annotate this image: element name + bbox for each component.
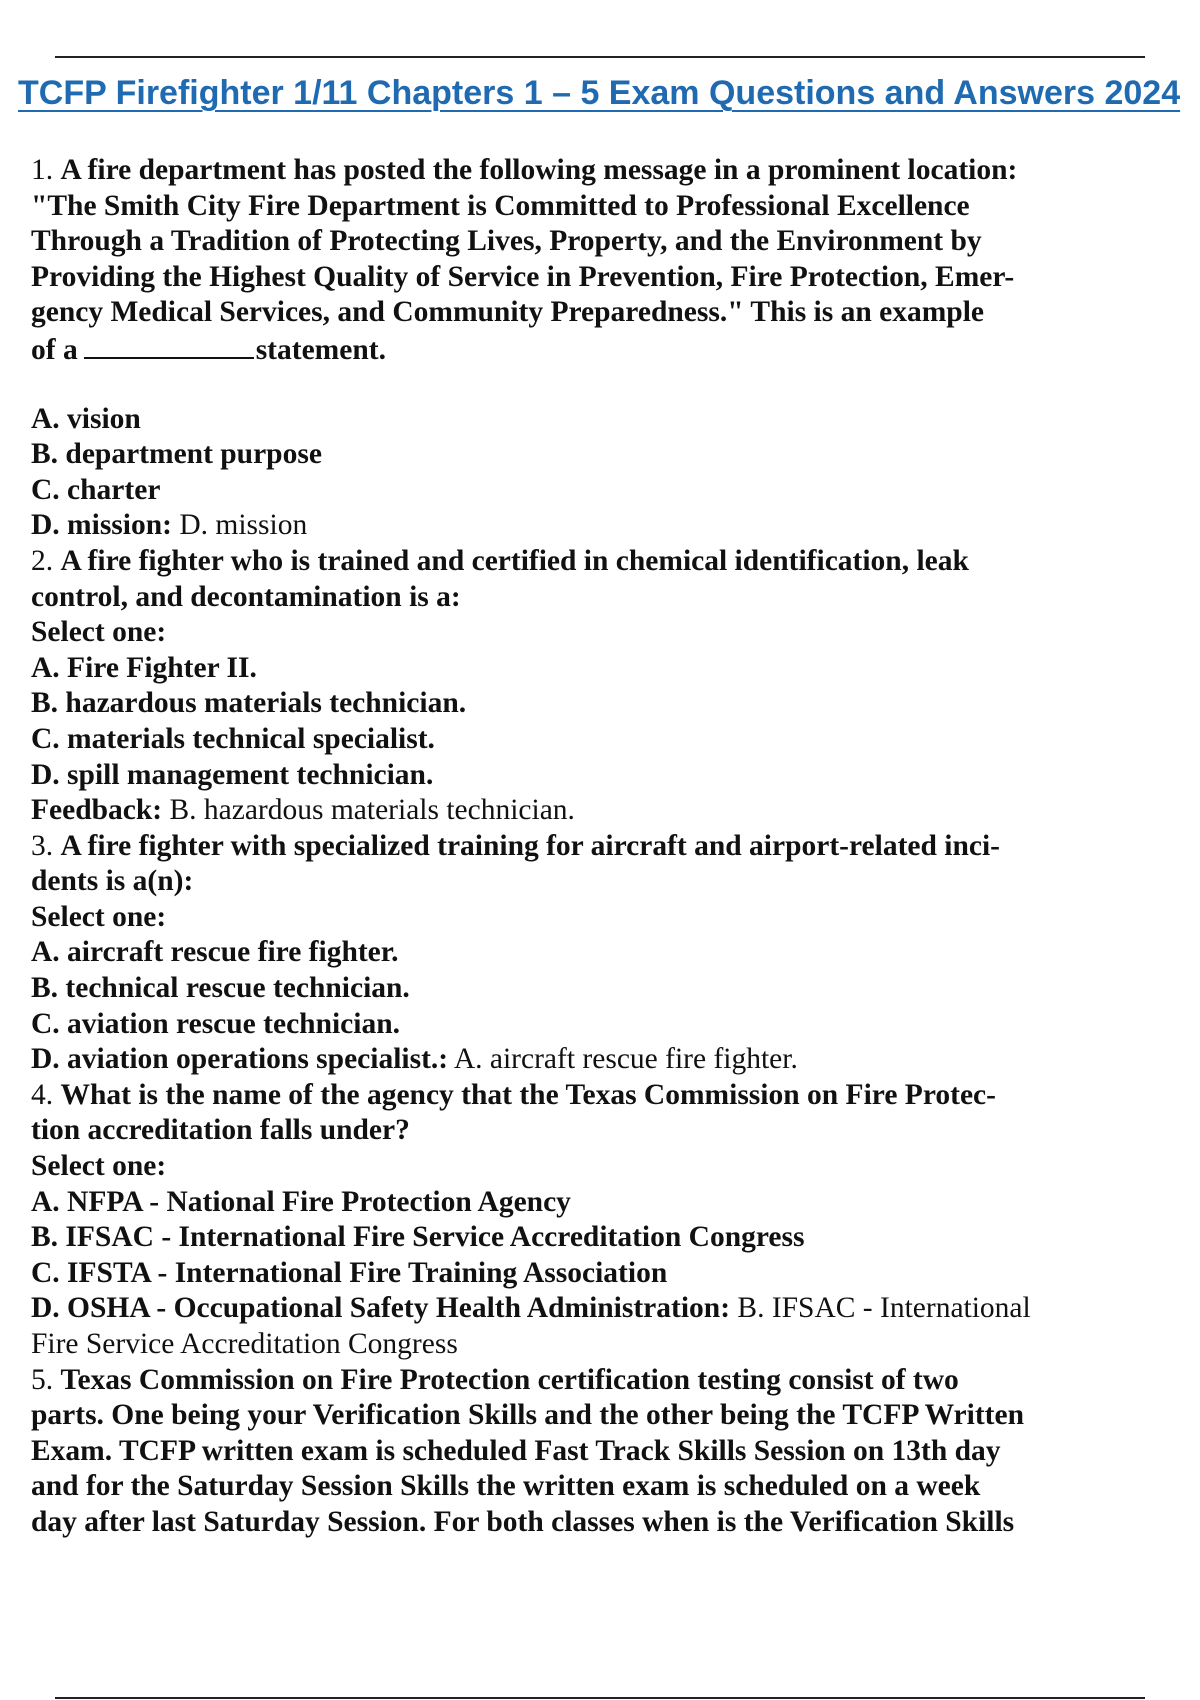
option-c: C. charter [31, 473, 161, 506]
question-4-line-1: 4. What is the name of the agency that the Texas Commission on Fire Protec- [31, 1078, 996, 1111]
answer: A. aircraft rescue fire fighter. [453, 1043, 798, 1076]
question-2-line-2: control, and decontamination is a: [31, 580, 461, 613]
select-one-label: Select one: [31, 616, 167, 649]
question-1-line-2: "The Smith City Fire Department is Committed to Professional Excellence [31, 189, 970, 222]
option-c: C. IFSTA - International Fire Training Association [31, 1256, 668, 1289]
question-5-line-3: Exam. TCFP written exam is scheduled Fast Track Skills Session on 13th day [31, 1434, 1001, 1467]
option-d-answer: D. mission: D. mission [31, 509, 308, 542]
option-b: B. IFSAC - International Fire Service Accreditation Congress [31, 1221, 805, 1254]
answer: B. hazardous materials technician. [169, 794, 575, 827]
option-a: A. Fire Fighter II. [31, 651, 257, 684]
option-b: B. department purpose [31, 438, 322, 471]
question-1-line-5: gency Medical Services, and Community Preparedness." This is an example [31, 296, 985, 329]
option-d-answer: D. OSHA - Occupational Safety Health Administration: B. IFSAC - International [31, 1292, 1031, 1325]
question-1-line-3: Through a Tradition of Protecting Lives, Property, and the Environment by [31, 225, 982, 258]
option-a: A. NFPA - National Fire Protection Agency [31, 1185, 571, 1218]
question-4 [31, 1078, 1151, 1363]
top-rule [55, 56, 1145, 58]
question-2 [31, 544, 1151, 829]
answer-continued: Fire Service Accreditation Congress [31, 1328, 458, 1360]
question-4-line-2: tion accreditation falls under? [31, 1114, 410, 1147]
option-a: A. vision [31, 402, 141, 435]
question-1-line-6: of a statement. [31, 331, 1151, 369]
question-1-line-4: Providing the Highest Quality of Service in Prevention, Fire Protection, Emer- [31, 260, 1015, 293]
option-a: A. aircraft rescue fire fighter. [31, 936, 399, 969]
answer: D. mission [179, 509, 308, 542]
document-title: TCFP Firefighter 1/11 Chapters 1 – 5 Exam Questions and Answers 2024 [18, 74, 1181, 112]
question-5-line-4: and for the Saturday Session Skills the written exam is scheduled on a week [31, 1470, 981, 1503]
fill-in-blank [84, 331, 254, 359]
option-b: B. hazardous materials technician. [31, 687, 467, 720]
select-one-label: Select one: [31, 1150, 167, 1183]
option-c: C. materials technical specialist. [31, 722, 435, 755]
question-3-line-1: 3. A fire fighter with specialized training for aircraft and airport-related inci- [31, 829, 1000, 862]
question-5-line-5: day after last Saturday Session. For both classes when is the Verification Skills [31, 1505, 1015, 1538]
question-3-line-2: dents is a(n): [31, 865, 194, 898]
feedback-answer: Feedback: B. hazardous materials technician. [31, 794, 575, 827]
question-5-line-2: parts. One being your Verification Skills and the other being the TCFP Written [31, 1399, 1024, 1432]
select-one-label: Select one: [31, 900, 167, 933]
option-d: D. spill management technician. [31, 758, 434, 791]
bottom-rule [55, 1697, 1145, 1699]
option-d-answer: D. aviation operations specialist.: A. aircraft rescue fire fighter. [31, 1043, 798, 1076]
question-5 [31, 1363, 1151, 1541]
option-c: C. aviation rescue technician. [31, 1007, 400, 1040]
question-5-line-1: 5. Texas Commission on Fire Protection certification testing consist of two [31, 1363, 959, 1396]
question-1 [31, 153, 1151, 544]
question-3 [31, 829, 1151, 1078]
document-body [31, 153, 1151, 1541]
answer: B. IFSAC - International [737, 1292, 1031, 1325]
question-2-line-1: 2. A fire fighter who is trained and certified in chemical identification, leak [31, 544, 969, 577]
question-1-line-1: 1. A fire department has posted the following message in a prominent location: [31, 154, 1018, 186]
option-b: B. technical rescue technician. [31, 972, 410, 1005]
